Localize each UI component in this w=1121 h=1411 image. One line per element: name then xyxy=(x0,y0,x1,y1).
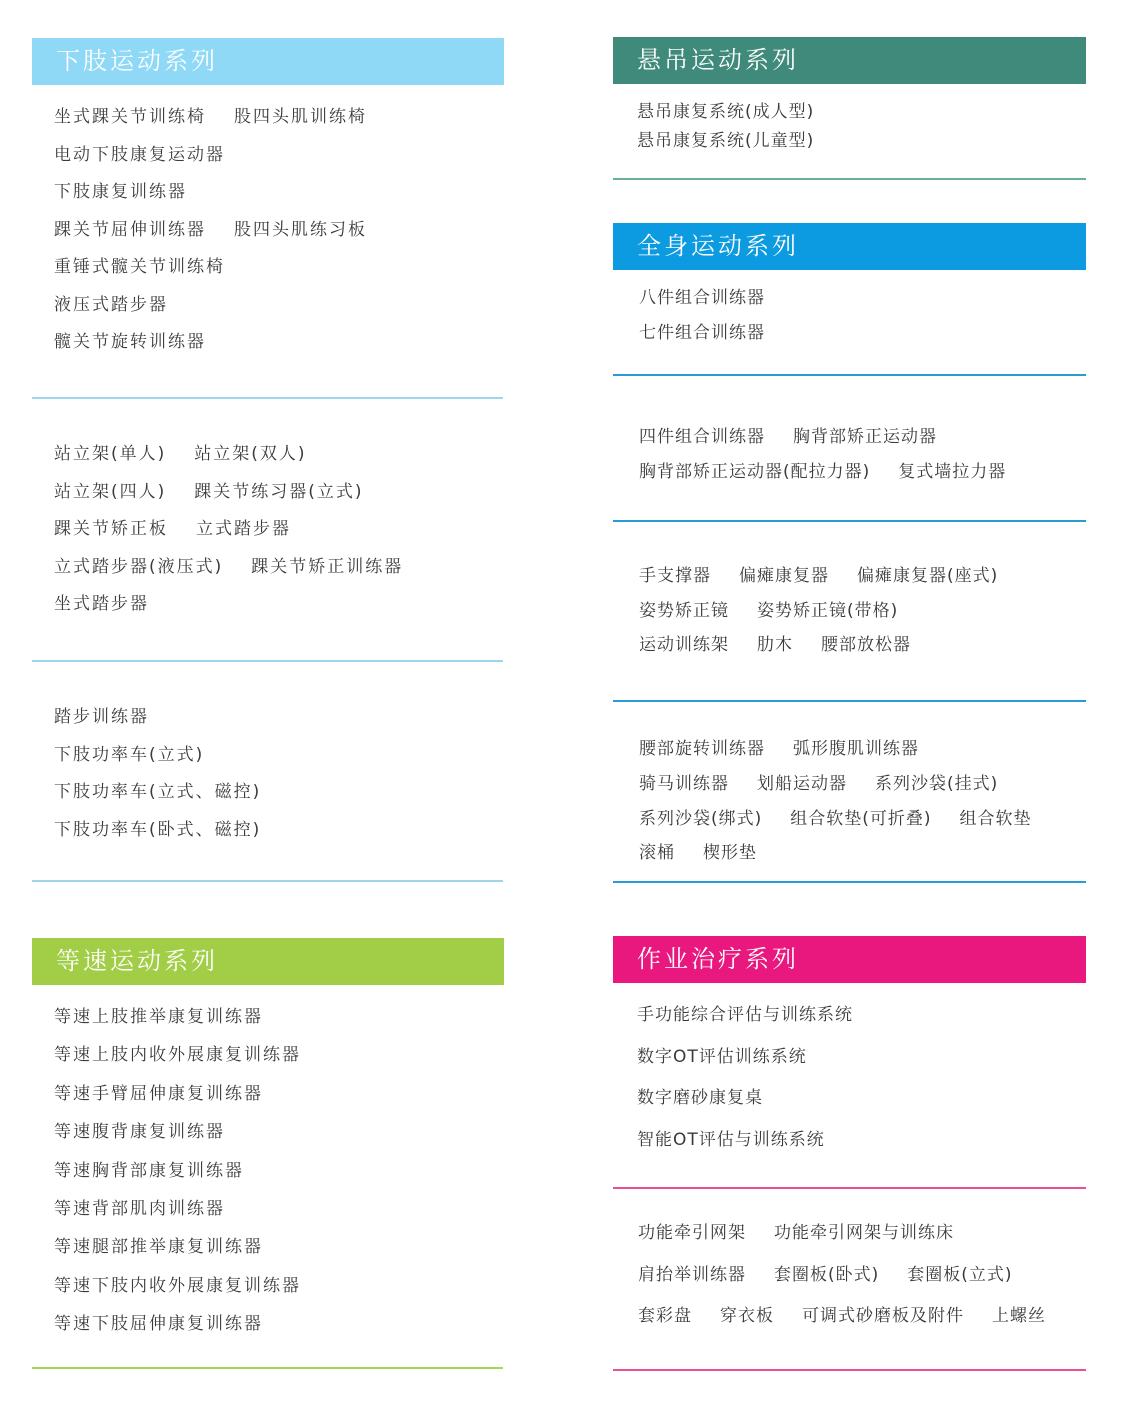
divider xyxy=(32,880,503,882)
product-item: 股四头肌练习板 xyxy=(234,219,367,240)
product-item: 可调式砂磨板及附件 xyxy=(802,1306,964,1326)
product-item: 七件组合训练器 xyxy=(639,323,765,343)
product-item: 肩抬举训练器 xyxy=(638,1264,746,1285)
product-item: 等速下肢屈伸康复训练器 xyxy=(54,1314,263,1335)
product-line xyxy=(639,426,937,448)
product-item: 下肢功率车(立式) xyxy=(54,744,205,765)
product-line xyxy=(54,331,206,353)
product-line xyxy=(639,600,898,622)
product-item: 立式踏步器(液压式) xyxy=(54,556,224,577)
product-item: 手支撑器 xyxy=(639,566,711,586)
lower-limb-header xyxy=(32,38,504,85)
product-item: 电动下肢康复运动器 xyxy=(54,144,225,165)
product-line xyxy=(54,481,364,503)
product-line xyxy=(54,744,204,766)
product-line xyxy=(54,181,187,203)
product-item: 功能牵引网架 xyxy=(638,1223,746,1243)
product-item: 坐式踝关节训练椅 xyxy=(54,107,206,127)
divider xyxy=(613,881,1086,883)
product-item: 液压式踏步器 xyxy=(54,294,168,315)
product-item: 系列沙袋(挂式) xyxy=(875,773,999,794)
product-line xyxy=(639,738,919,760)
product-item: 偏瘫康复器(座式) xyxy=(857,566,999,586)
product-item: 等速背部肌肉训练器 xyxy=(54,1199,225,1219)
product-line xyxy=(637,130,814,152)
product-item: 等速腹背康复训练器 xyxy=(54,1122,225,1143)
divider xyxy=(613,1369,1086,1371)
divider xyxy=(613,1187,1086,1189)
product-item: 下肢功率车(卧式、磁控) xyxy=(54,819,262,840)
product-item: 划船运动器 xyxy=(757,773,847,794)
product-line xyxy=(54,706,149,728)
product-item: 踝关节屈伸训练器 xyxy=(54,219,206,240)
product-line xyxy=(54,1083,263,1105)
divider xyxy=(613,520,1086,522)
product-line xyxy=(637,101,814,123)
product-line xyxy=(54,1198,225,1220)
product-item: 站立架(单人) xyxy=(54,444,167,464)
suspension-header xyxy=(613,37,1086,84)
product-line xyxy=(639,287,765,309)
product-line xyxy=(54,518,291,540)
product-item: 悬吊康复系统(成人型) xyxy=(637,102,815,122)
product-line xyxy=(639,461,1006,483)
product-item: 股四头肌训练椅 xyxy=(234,107,367,127)
product-item: 四件组合训练器 xyxy=(639,427,765,447)
product-item: 上螺丝 xyxy=(992,1306,1046,1326)
product-line xyxy=(639,322,765,344)
product-line xyxy=(54,294,168,316)
lower-limb-title: 下肢运动系列 xyxy=(56,47,218,75)
product-item: 弧形腹肌训练器 xyxy=(793,739,919,759)
product-item: 套圈板(立式) xyxy=(907,1264,1013,1285)
product-item: 运动训练架 xyxy=(639,635,729,655)
product-item: 偏瘫康复器 xyxy=(739,566,829,586)
product-line xyxy=(54,781,261,803)
whole-body-header xyxy=(613,223,1086,270)
product-line xyxy=(637,1087,763,1109)
product-item: 等速上肢内收外展康复训练器 xyxy=(54,1045,301,1066)
product-line xyxy=(54,1006,263,1028)
product-line xyxy=(54,219,367,241)
whole-body-title: 全身运动系列 xyxy=(637,232,799,260)
product-line xyxy=(639,842,757,864)
product-item: 等速胸背部康复训练器 xyxy=(54,1160,244,1181)
product-item: 立式踏步器 xyxy=(196,519,291,539)
product-line xyxy=(54,256,225,278)
product-line xyxy=(637,1046,807,1068)
product-item: 数字OT评估训练系统 xyxy=(637,1046,807,1067)
product-item: 胸背部矫正运动器(配拉力器) xyxy=(639,462,871,482)
product-item: 系列沙袋(绑式) xyxy=(639,808,763,829)
product-line xyxy=(638,1305,1046,1327)
product-line xyxy=(639,634,911,656)
product-item: 踝关节矫正板 xyxy=(54,519,168,539)
product-item: 组合软垫(可折叠) xyxy=(790,808,932,829)
product-line xyxy=(639,565,998,587)
divider xyxy=(32,397,503,399)
product-item: 站立架(四人) xyxy=(54,481,167,502)
divider xyxy=(32,660,503,662)
isokinetic-title: 等速运动系列 xyxy=(56,947,218,975)
occupational-header xyxy=(613,936,1086,983)
product-line xyxy=(54,1236,263,1258)
product-item: 等速腿部推举康复训练器 xyxy=(54,1237,263,1258)
divider xyxy=(613,178,1086,180)
product-item: 踏步训练器 xyxy=(54,707,149,727)
product-line xyxy=(638,1222,954,1244)
product-item: 重锤式髋关节训练椅 xyxy=(54,257,225,277)
occupational-title: 作业治疗系列 xyxy=(637,945,799,973)
product-line xyxy=(638,1264,1013,1286)
product-item: 智能OT评估与训练系统 xyxy=(637,1129,825,1150)
product-item: 骑马训练器 xyxy=(639,773,729,794)
product-item: 复式墙拉力器 xyxy=(898,462,1007,482)
product-item: 姿势矫正镜 xyxy=(639,600,729,621)
suspension-title: 悬吊运动系列 xyxy=(637,46,799,74)
product-line xyxy=(54,1275,301,1297)
product-line xyxy=(54,1313,263,1335)
product-line xyxy=(637,1004,853,1026)
product-item: 功能牵引网架与训练床 xyxy=(774,1223,954,1243)
divider xyxy=(32,1367,503,1369)
product-item: 站立架(双人) xyxy=(194,444,307,464)
product-item: 髋关节旋转训练器 xyxy=(54,332,206,352)
product-line xyxy=(639,773,998,795)
product-item: 楔形垫 xyxy=(703,843,757,864)
product-line xyxy=(54,1121,225,1143)
product-item: 胸背部矫正运动器 xyxy=(793,427,937,447)
product-line xyxy=(639,808,1032,830)
divider xyxy=(613,700,1086,702)
product-item: 坐式踏步器 xyxy=(54,594,149,614)
product-item: 悬吊康复系统(儿童型) xyxy=(637,130,815,151)
product-item: 踝关节练习器(立式) xyxy=(194,481,364,502)
product-item: 等速上肢推举康复训练器 xyxy=(54,1007,263,1027)
divider xyxy=(613,374,1086,376)
product-item: 下肢功率车(立式、磁控) xyxy=(54,782,262,802)
product-line xyxy=(54,1044,301,1066)
product-line xyxy=(54,556,403,578)
product-item: 踝关节矫正训练器 xyxy=(251,556,404,577)
product-item: 等速手臂屈伸康复训练器 xyxy=(54,1083,263,1104)
product-line xyxy=(54,593,149,615)
product-line xyxy=(54,443,307,465)
product-line xyxy=(54,1160,244,1182)
product-item: 等速下肢内收外展康复训练器 xyxy=(54,1275,301,1296)
product-item: 腰部旋转训练器 xyxy=(639,739,765,759)
product-item: 下肢康复训练器 xyxy=(54,182,187,202)
product-item: 数字磨砂康复桌 xyxy=(637,1088,763,1108)
isokinetic-header xyxy=(32,938,504,985)
product-item: 姿势矫正镜(带格) xyxy=(757,600,899,621)
product-item: 套圈板(卧式) xyxy=(774,1264,880,1285)
product-item: 穿衣板 xyxy=(720,1306,774,1326)
product-item: 手功能综合评估与训练系统 xyxy=(637,1005,853,1025)
product-item: 套彩盘 xyxy=(638,1306,692,1326)
product-item: 肋木 xyxy=(757,635,793,655)
product-item: 滚桶 xyxy=(639,843,675,864)
product-line xyxy=(54,144,225,166)
product-item: 组合软垫 xyxy=(959,808,1032,829)
product-item: 腰部放松器 xyxy=(821,635,911,655)
product-line xyxy=(637,1129,825,1151)
product-line xyxy=(54,106,367,128)
product-line xyxy=(54,819,261,841)
product-item: 八件组合训练器 xyxy=(639,288,765,308)
